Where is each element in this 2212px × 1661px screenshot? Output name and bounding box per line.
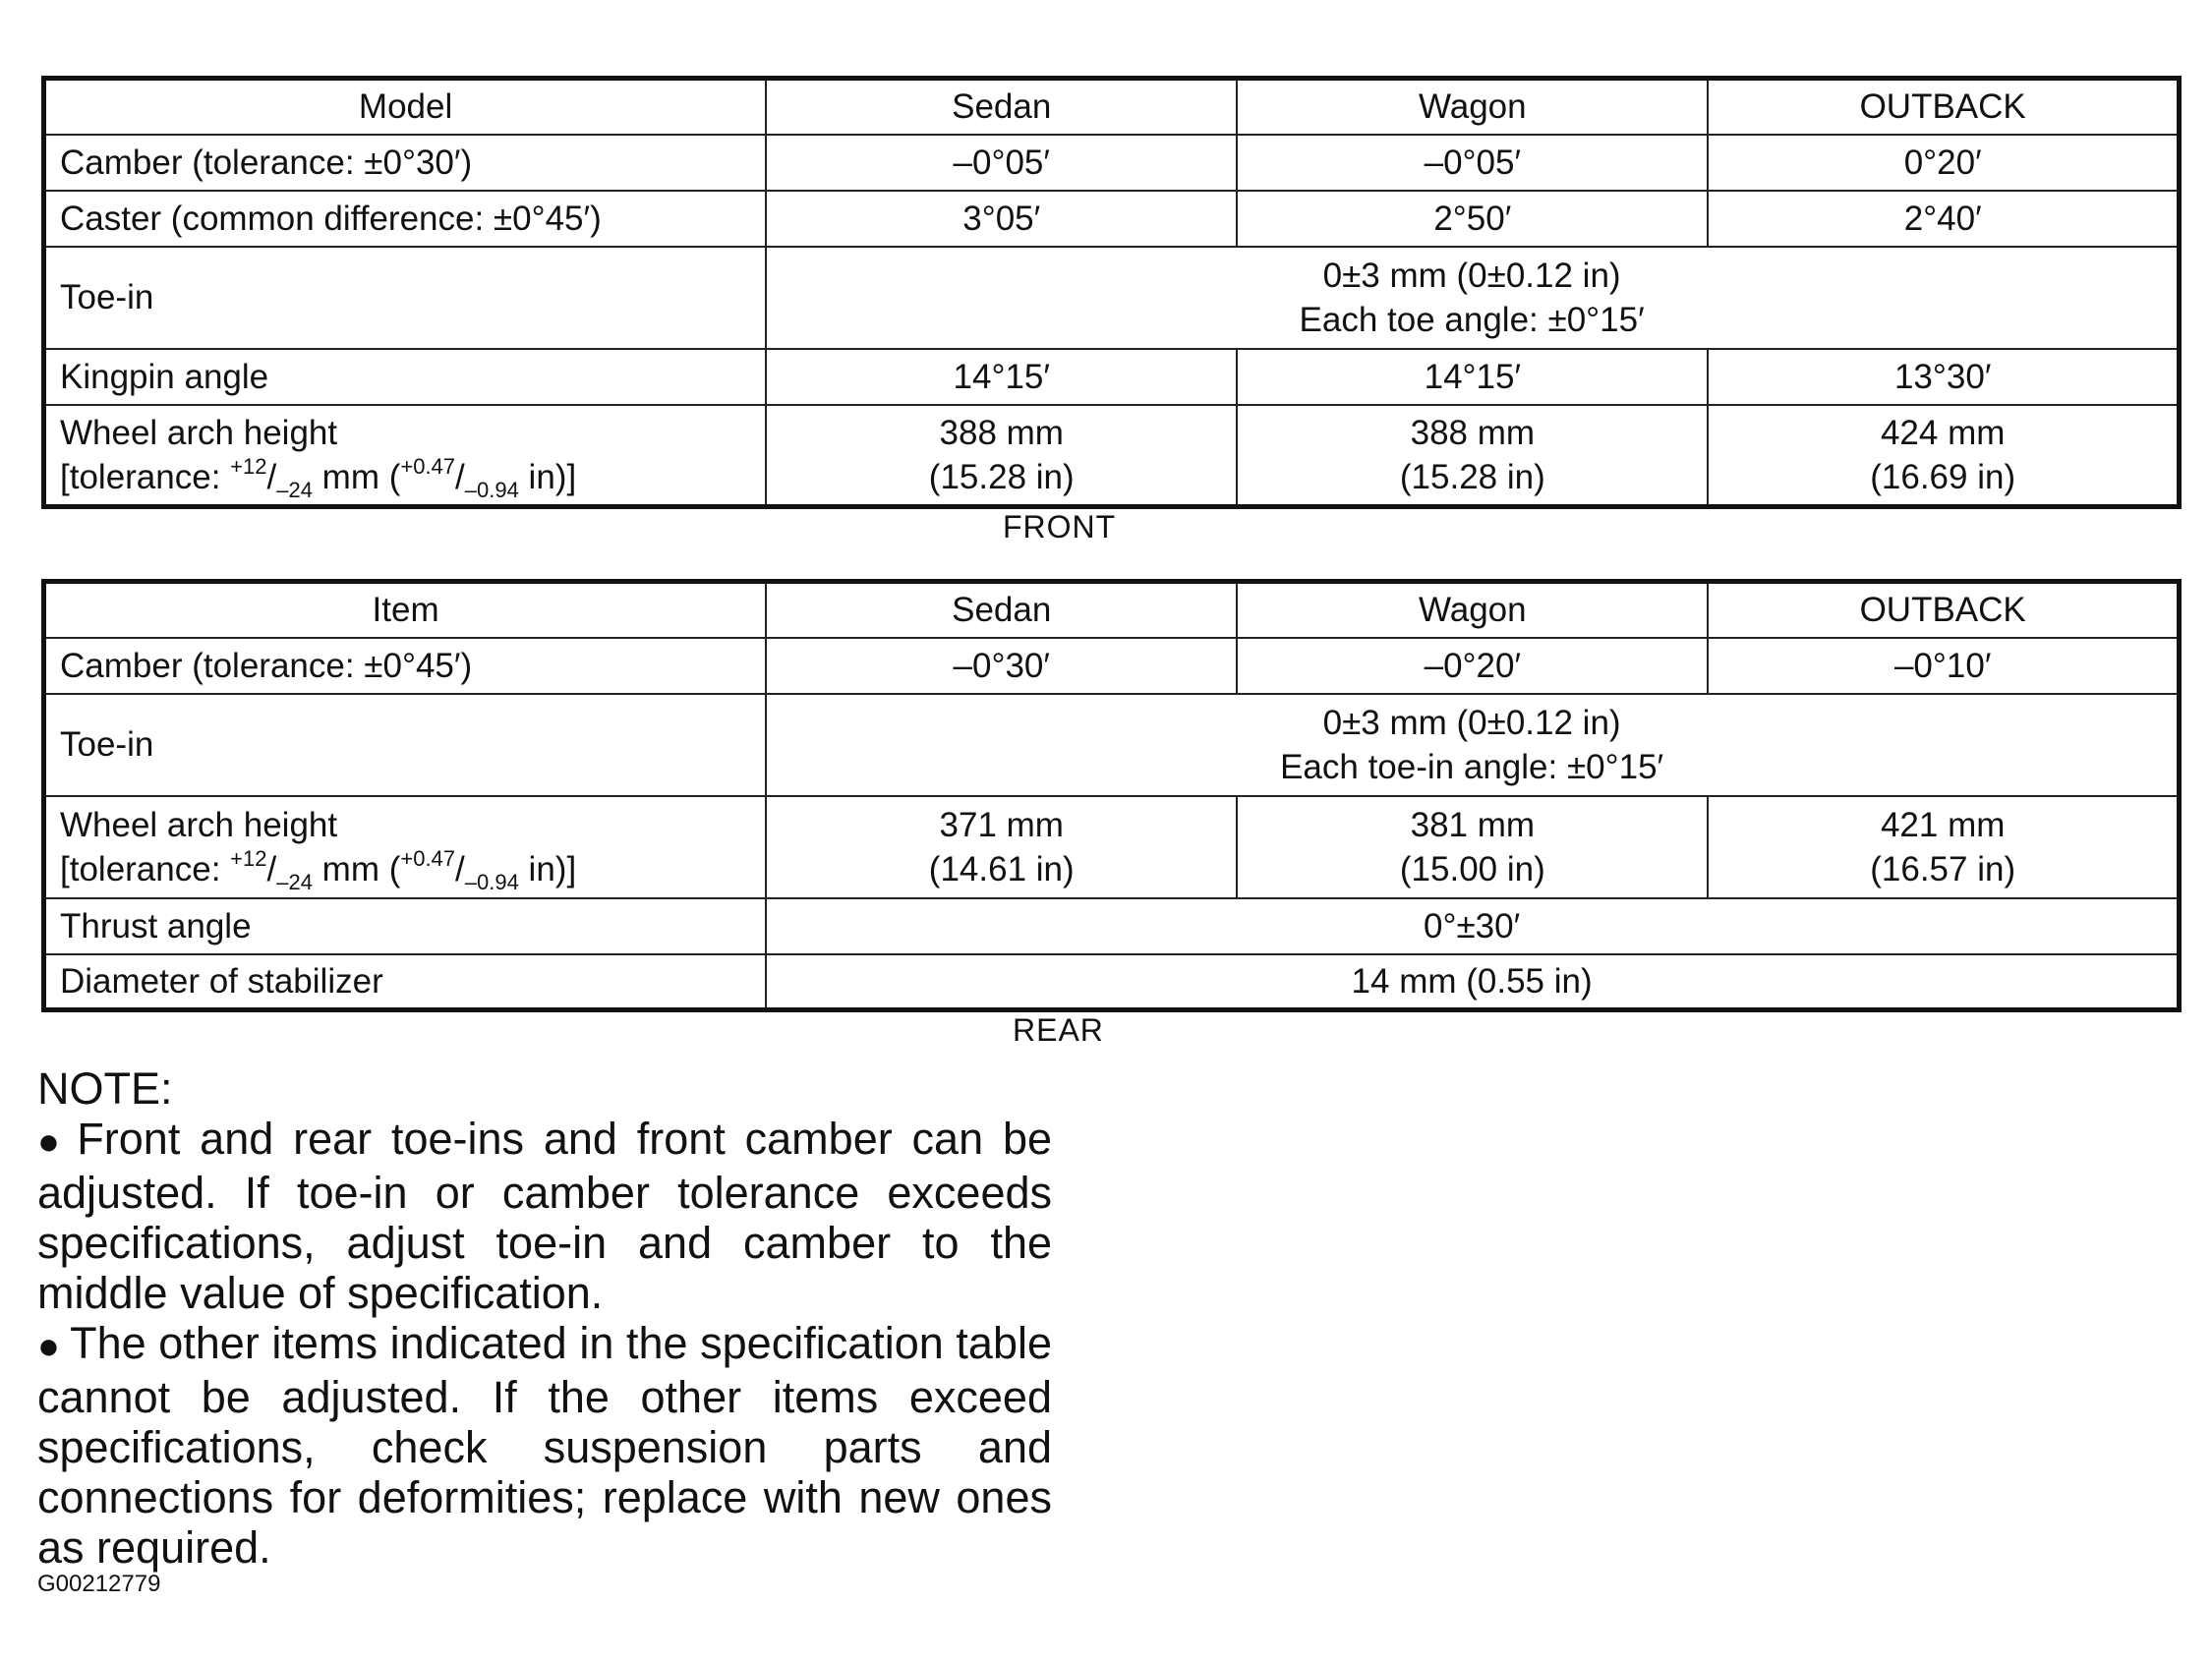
tolerance-sub: –24 <box>276 477 313 502</box>
value-cell: –0°05′ <box>766 135 1237 191</box>
table-row-camber <box>44 135 2180 191</box>
row-label: Toe-in <box>44 247 767 349</box>
tolerance-sup: +12 <box>230 845 267 871</box>
row-label: Kingpin angle <box>44 349 767 405</box>
header-cell-sedan: Sedan <box>766 582 1237 638</box>
merged-value-cell <box>766 247 2179 349</box>
value-line: 388 mm <box>939 413 1064 452</box>
header-cell-outback: OUTBACK <box>1708 79 2179 135</box>
value-cell: 13°30′ <box>1708 349 2179 405</box>
tolerance-slash: / <box>266 849 277 888</box>
value-line: Each toe angle: ±0°15′ <box>1299 300 1645 339</box>
tolerance-sup: +0.47 <box>400 453 456 479</box>
merged-value-cell: 14 mm (0.55 in) <box>766 954 2179 1010</box>
rear-table-caption: REAR <box>1013 1012 1104 1048</box>
value-line: 0±3 mm (0±0.12 in) <box>1322 703 1621 742</box>
bullet-icon: ● <box>37 1326 61 1367</box>
table-row-kingpin <box>44 349 2180 405</box>
row-label: Camber (tolerance: ±0°45′) <box>44 638 767 694</box>
value-cell <box>1237 796 1708 898</box>
rear-spec-table <box>41 579 2182 1012</box>
value-cell: 0°20′ <box>1708 135 2179 191</box>
value-line: (16.69 in) <box>1870 457 2016 496</box>
table-header-row <box>44 582 2180 638</box>
row-label: Toe-in <box>44 694 767 796</box>
table-header-row <box>44 79 2180 135</box>
value-cell: 2°50′ <box>1237 191 1708 247</box>
header-cell-sedan: Sedan <box>766 79 1237 135</box>
table-row-toe-in <box>44 247 2180 349</box>
note-section <box>37 1063 1052 1573</box>
value-line: 0±3 mm (0±0.12 in) <box>1322 256 1621 295</box>
table-row-caster <box>44 191 2180 247</box>
value-line: (15.00 in) <box>1399 849 1545 888</box>
tolerance-sup: +0.47 <box>400 845 456 871</box>
bullet-icon: ● <box>37 1121 68 1163</box>
value-cell: –0°05′ <box>1237 135 1708 191</box>
header-cell-wagon: Wagon <box>1237 79 1708 135</box>
figure-code: G00212779 <box>37 1571 161 1597</box>
value-line: (15.28 in) <box>1399 457 1545 496</box>
header-cell-item: Item <box>44 582 767 638</box>
table-row-stabilizer <box>44 954 2180 1010</box>
tolerance-text: in)] <box>518 457 577 496</box>
tolerance-sub: –24 <box>276 869 313 894</box>
value-cell: –0°20′ <box>1237 638 1708 694</box>
value-cell <box>1237 405 1708 507</box>
header-cell-model: Model <box>44 79 767 135</box>
value-cell: –0°10′ <box>1708 638 2179 694</box>
row-label: Caster (common difference: ±0°45′) <box>44 191 767 247</box>
table-row-toe-in <box>44 694 2180 796</box>
value-line: 424 mm <box>1880 413 2006 452</box>
value-cell: 3°05′ <box>766 191 1237 247</box>
tolerance-text: mm ( <box>312 849 401 888</box>
row-label-line: Wheel arch height <box>60 413 338 452</box>
tolerance-text: [tolerance: <box>60 457 231 496</box>
front-spec-table <box>41 76 2182 509</box>
value-line: 371 mm <box>939 805 1064 844</box>
value-cell <box>766 796 1237 898</box>
tolerance-slash: / <box>266 457 277 496</box>
tolerance-text: [tolerance: <box>60 849 231 888</box>
tolerance-sup: +12 <box>230 453 267 479</box>
table-row-wheel-arch <box>44 405 2180 507</box>
merged-value-cell: 0°±30′ <box>766 898 2179 954</box>
tolerance-text: in)] <box>518 849 577 888</box>
note-item-text: Front and rear toe-ins and front camber can be adjusted. If toe-in or camber tolerance exceeds specifications, adjust toe-in and camber to the middle value of specification. <box>37 1114 1052 1318</box>
value-cell <box>1708 405 2179 507</box>
value-line: (16.57 in) <box>1870 849 2016 888</box>
value-line: 388 mm <box>1410 413 1536 452</box>
tolerance-line <box>60 845 751 894</box>
value-cell <box>766 405 1237 507</box>
value-cell: 14°15′ <box>766 349 1237 405</box>
row-label: Thrust angle <box>44 898 767 954</box>
value-cell: 2°40′ <box>1708 191 2179 247</box>
tolerance-sub: –0.94 <box>464 477 519 502</box>
header-cell-outback: OUTBACK <box>1708 582 2179 638</box>
value-cell: 14°15′ <box>1237 349 1708 405</box>
value-line: 381 mm <box>1410 805 1536 844</box>
value-line: Each toe-in angle: ±0°15′ <box>1280 747 1664 786</box>
value-line: 421 mm <box>1880 805 2006 844</box>
value-line: (14.61 in) <box>928 849 1075 888</box>
value-cell <box>1708 796 2179 898</box>
table-row-wheel-arch <box>44 796 2180 898</box>
tolerance-text: mm ( <box>312 457 401 496</box>
table-row-camber <box>44 638 2180 694</box>
note-title: NOTE: <box>37 1063 173 1114</box>
tolerance-slash: / <box>455 849 465 888</box>
tolerance-slash: / <box>455 457 465 496</box>
row-label-line: Wheel arch height <box>60 805 338 844</box>
value-cell: –0°30′ <box>766 638 1237 694</box>
tolerance-line <box>60 453 751 502</box>
front-table-caption: FRONT <box>1003 509 1117 544</box>
table-row-thrust-angle <box>44 898 2180 954</box>
note-item <box>37 1318 1052 1573</box>
merged-value-cell <box>766 694 2179 796</box>
header-cell-wagon: Wagon <box>1237 582 1708 638</box>
row-label: Diameter of stabilizer <box>44 954 767 1010</box>
note-item-text: The other items indicated in the specification table cannot be adjusted. If the other items exceed specifications, check suspension parts and connections for deformities; replace with new ones as required. <box>37 1318 1052 1573</box>
row-label: Camber (tolerance: ±0°30′) <box>44 135 767 191</box>
note-item <box>37 1114 1052 1318</box>
tolerance-sub: –0.94 <box>464 869 519 894</box>
value-line: (15.28 in) <box>928 457 1075 496</box>
row-label <box>44 405 767 507</box>
row-label <box>44 796 767 898</box>
